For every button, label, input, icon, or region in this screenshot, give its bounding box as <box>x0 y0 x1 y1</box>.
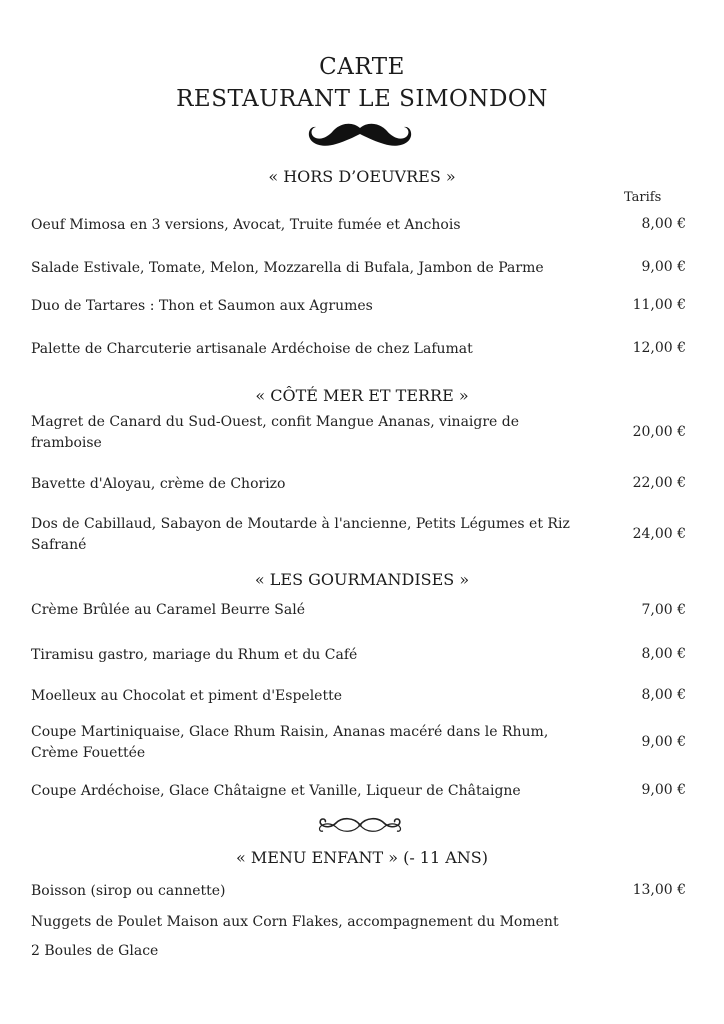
section-title-hors-doeuvres: « HORS D’OEUVRES » <box>268 167 456 186</box>
menu-item: Moelleux au Chocolat et piment d'Espelette <box>31 688 343 704</box>
menu-item: Salade Estivale, Tomate, Melon, Mozzarella di Bufala, Jambon de Parme <box>31 260 544 276</box>
item-price: 11,00 € <box>632 297 686 313</box>
menu-title: CARTE <box>319 54 405 80</box>
item-price: 22,00 € <box>632 475 686 491</box>
menu-item: Duo de Tartares : Thon et Saumon aux Agrumes <box>31 298 373 314</box>
menu-item: Crème Brûlée au Caramel Beurre Salé <box>31 602 306 618</box>
menu-item: Nuggets de Poulet Maison aux Corn Flakes, accompagnement du Moment <box>31 914 559 930</box>
menu-item: 2 Boules de Glace <box>31 943 159 959</box>
item-price: 7,00 € <box>641 602 686 618</box>
item-price: 24,00 € <box>632 526 686 542</box>
section-title-les-gourmandises: « LES GOURMANDISES » <box>254 570 470 589</box>
menu-item: Bavette d'Aloyau, crème de Chorizo <box>31 476 286 492</box>
section-title-cote-mer-et-terre: « CÔTÉ MER ET TERRE » <box>255 386 469 405</box>
item-price: 8,00 € <box>641 687 686 703</box>
item-price: 9,00 € <box>641 734 686 750</box>
item-price: 20,00 € <box>632 424 686 440</box>
menu-item: Coupe Martiniquaise, Glace Rhum Raisin, Ananas macéré dans le Rhum, Crème Fouettée <box>31 724 549 761</box>
flourish-divider-icon <box>316 813 404 837</box>
item-price: 13,00 € <box>632 882 686 898</box>
menu-item: Coupe Ardéchoise, Glace Châtaigne et Vanille, Liqueur de Châtaigne <box>31 783 521 799</box>
section-title-menu-enfant: « MENU ENFANT » (- 11 ANS) <box>235 848 489 867</box>
restaurant-name: RESTAURANT LE SIMONDON <box>176 86 548 112</box>
menu-item: Palette de Charcuterie artisanale Ardéchoise de chez Lafumat <box>31 341 473 357</box>
menu-item: Tiramisu gastro, mariage du Rhum et du Café <box>31 647 358 663</box>
menu-item: Magret de Canard du Sud-Ouest, confit Mangue Ananas, vinaigre de framboise <box>31 414 520 451</box>
item-price: 9,00 € <box>641 782 686 798</box>
item-price: 8,00 € <box>641 646 686 662</box>
tarifs-label: Tarifs <box>624 190 662 205</box>
item-price: 9,00 € <box>641 259 686 275</box>
item-price: 12,00 € <box>632 340 686 356</box>
mustache-icon <box>308 119 412 153</box>
item-price: 8,00 € <box>641 216 686 232</box>
menu-item: Dos de Cabillaud, Sabayon de Moutarde à l'ancienne, Petits Légumes et Riz Safrané <box>31 516 570 553</box>
menu-item: Boisson (sirop ou cannette) <box>31 883 226 899</box>
menu-item: Oeuf Mimosa en 3 versions, Avocat, Truite fumée et Anchois <box>31 217 461 233</box>
